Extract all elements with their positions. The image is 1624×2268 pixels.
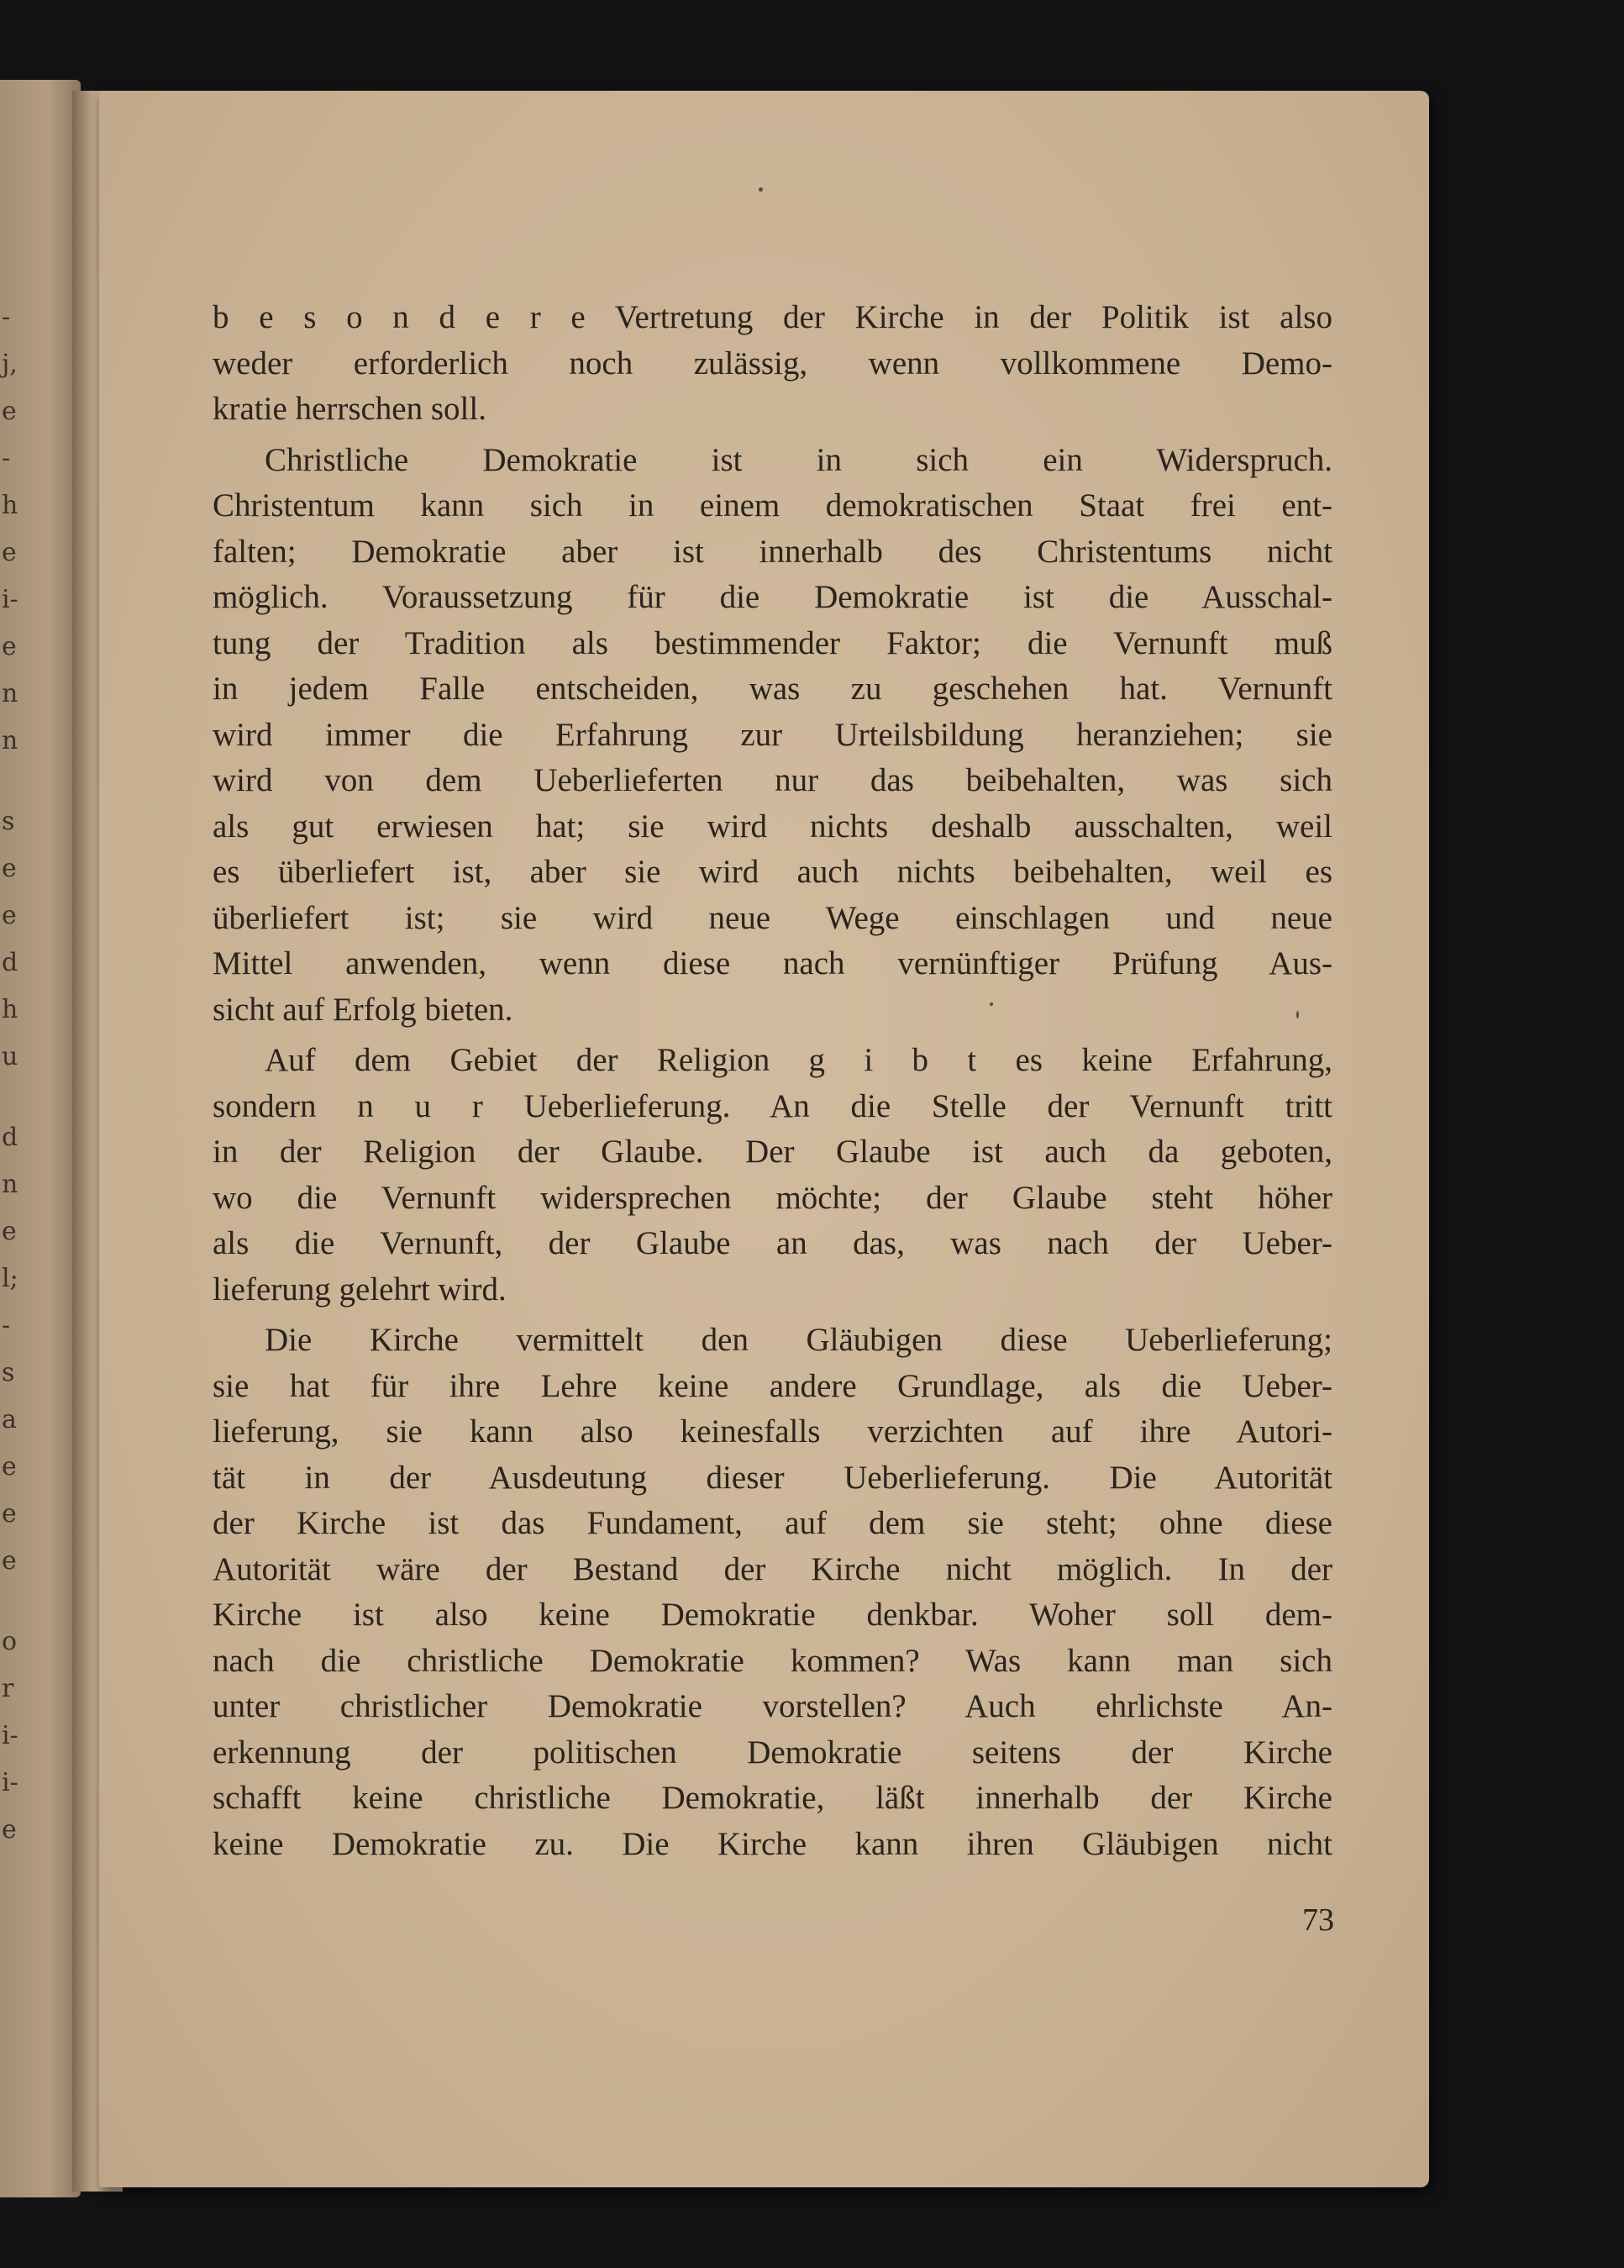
text-line: Christliche Demokratie ist in sich ein Widerspruch.	[265, 441, 1332, 478]
previous-page-letter: e	[2, 1546, 17, 1576]
previous-page-letter: r	[2, 1674, 14, 1703]
text-line: lieferung gelehrt wird.	[213, 1271, 507, 1308]
text-line: überliefert ist; sie wird neue Wege einschlagen und neue	[213, 899, 1332, 936]
text-line: Autorität wäre der Bestand der Kirche nicht möglich. In der	[213, 1550, 1332, 1587]
previous-page-letter: i-	[2, 1721, 18, 1750]
previous-page-letter: n	[2, 1170, 18, 1199]
previous-page-letter: e	[2, 1499, 17, 1529]
text-line: sicht auf Erfolg bieten.	[213, 991, 513, 1028]
text-line: als die Vernunft, der Glaube an das, was nach der Ueber-	[213, 1225, 1332, 1261]
previous-page-letter: h	[2, 995, 18, 1024]
text-line: erkennung der politischen Demokratie seitens der Kirche	[213, 1734, 1332, 1771]
paper-speck	[759, 187, 763, 192]
previous-page-letter: i-	[2, 1768, 18, 1797]
previous-page-letter: d	[2, 948, 18, 977]
previous-page-letter: e	[2, 1815, 17, 1844]
previous-page-letter: u	[2, 1042, 18, 1071]
previous-page-letter: n	[2, 679, 18, 708]
text-line: als gut erwiesen hat; sie wird nichts deshalb ausschalten, weil	[213, 808, 1332, 845]
previous-page-letter: i-	[2, 585, 18, 614]
text-line: wo die Vernunft widersprechen möchte; der Glaube steht höher	[213, 1179, 1332, 1216]
previous-page-letter: s	[2, 1358, 15, 1387]
text-line: b e s o n d e r e Vertretung der Kirche in der Politik ist also	[213, 299, 1332, 335]
paragraph	[213, 295, 1332, 433]
text-line: schafft keine christliche Demokratie, läßt innerhalb der Kirche	[213, 1780, 1332, 1816]
text-line: keine Demokratie zu. Die Kirche kann ihren Gläubigen nicht	[213, 1825, 1332, 1862]
text-line: wird immer die Erfahrung zur Urteilsbildung heranziehen; sie	[213, 716, 1332, 753]
text-line: möglich. Voraussetzung für die Demokratie ist die Ausschal-	[213, 579, 1332, 615]
previous-page-letter: e	[2, 901, 17, 930]
paragraph	[213, 1038, 1332, 1313]
text-line: der Kirche ist das Fundament, auf dem sie steht; ohne diese	[213, 1505, 1332, 1541]
previous-page-letter: j,	[2, 350, 18, 379]
previous-page-letter: h	[2, 491, 18, 520]
text-line: Christentum kann sich in einem demokratischen Staat frei ent-	[213, 487, 1332, 524]
text-line: Mittel anwenden, wenn diese nach vernünftiger Prüfung Aus-	[213, 945, 1332, 981]
previous-page-letter: e	[2, 1217, 17, 1246]
text-line: weder erforderlich noch zulässig, wenn vollkommene Demo-	[213, 345, 1332, 382]
previous-page-letter: e	[2, 1452, 17, 1481]
previous-page-letter: d	[2, 1123, 18, 1152]
text-line: nach die christliche Demokratie kommen? Was kann man sich	[213, 1642, 1332, 1679]
text-line: sondern n u r Ueberlieferung. An die Stelle der Vernunft tritt	[213, 1087, 1332, 1124]
previous-page-letter: s	[2, 807, 15, 836]
previous-page-letter-column	[0, 80, 34, 2197]
book-page	[99, 91, 1429, 2187]
paper-speck	[990, 1002, 993, 1006]
paper-speck	[1296, 1011, 1299, 1018]
previous-page-letter: -	[2, 444, 11, 473]
text-line: Die Kirche vermittelt den Gläubigen diese Ueberlieferung;	[265, 1322, 1332, 1358]
previous-page-letter: o	[2, 1627, 18, 1656]
text-line: lieferung, sie kann also keinesfalls verzichten auf ihre Autori-	[213, 1413, 1332, 1450]
previous-page-letter: l;	[2, 1264, 18, 1293]
text-line: unter christlicher Demokratie vorstellen? Auch ehrlichste An-	[213, 1688, 1332, 1724]
page-number: 73	[1302, 1902, 1334, 1938]
previous-page-letter: -	[2, 303, 11, 332]
text-line: es überliefert ist, aber sie wird auch nichts beibehalten, weil es	[213, 854, 1332, 890]
text-line: Auf dem Gebiet der Religion g i b t es keine Erfahrung,	[265, 1042, 1332, 1078]
previous-page-letter: e	[2, 397, 17, 426]
previous-page-letter: -	[2, 1311, 11, 1340]
text-line: tung der Tradition als bestimmender Faktor; die Vernunft muß	[213, 624, 1332, 661]
body-text	[213, 295, 1332, 1867]
previous-page-edge	[0, 80, 81, 2197]
previous-page-letter: e	[2, 538, 17, 567]
text-line: falten; Demokratie aber ist innerhalb des Christentums nicht	[213, 533, 1332, 570]
text-line: in der Religion der Glaube. Der Glaube ist auch da geboten,	[213, 1134, 1332, 1170]
previous-page-letter: a	[2, 1405, 17, 1434]
previous-page-letter: e	[2, 632, 17, 661]
text-line: wird von dem Ueberlieferten nur das beibehalten, was sich	[213, 762, 1332, 798]
text-line: in jedem Falle entscheiden, was zu geschehen hat. Vernunft	[213, 671, 1332, 707]
text-line: sie hat für ihre Lehre keine andere Grundlage, als die Ueber-	[213, 1367, 1332, 1404]
text-line: tät in der Ausdeutung dieser Ueberlieferung. Die Autorität	[213, 1459, 1332, 1496]
paragraph	[213, 1318, 1332, 1867]
paragraph	[213, 438, 1332, 1034]
text-line: Kirche ist also keine Demokratie denkbar. Woher soll dem-	[213, 1597, 1332, 1633]
previous-page-letter: e	[2, 854, 17, 883]
previous-page-letter: n	[2, 726, 18, 755]
text-line: kratie herrschen soll.	[213, 391, 486, 427]
